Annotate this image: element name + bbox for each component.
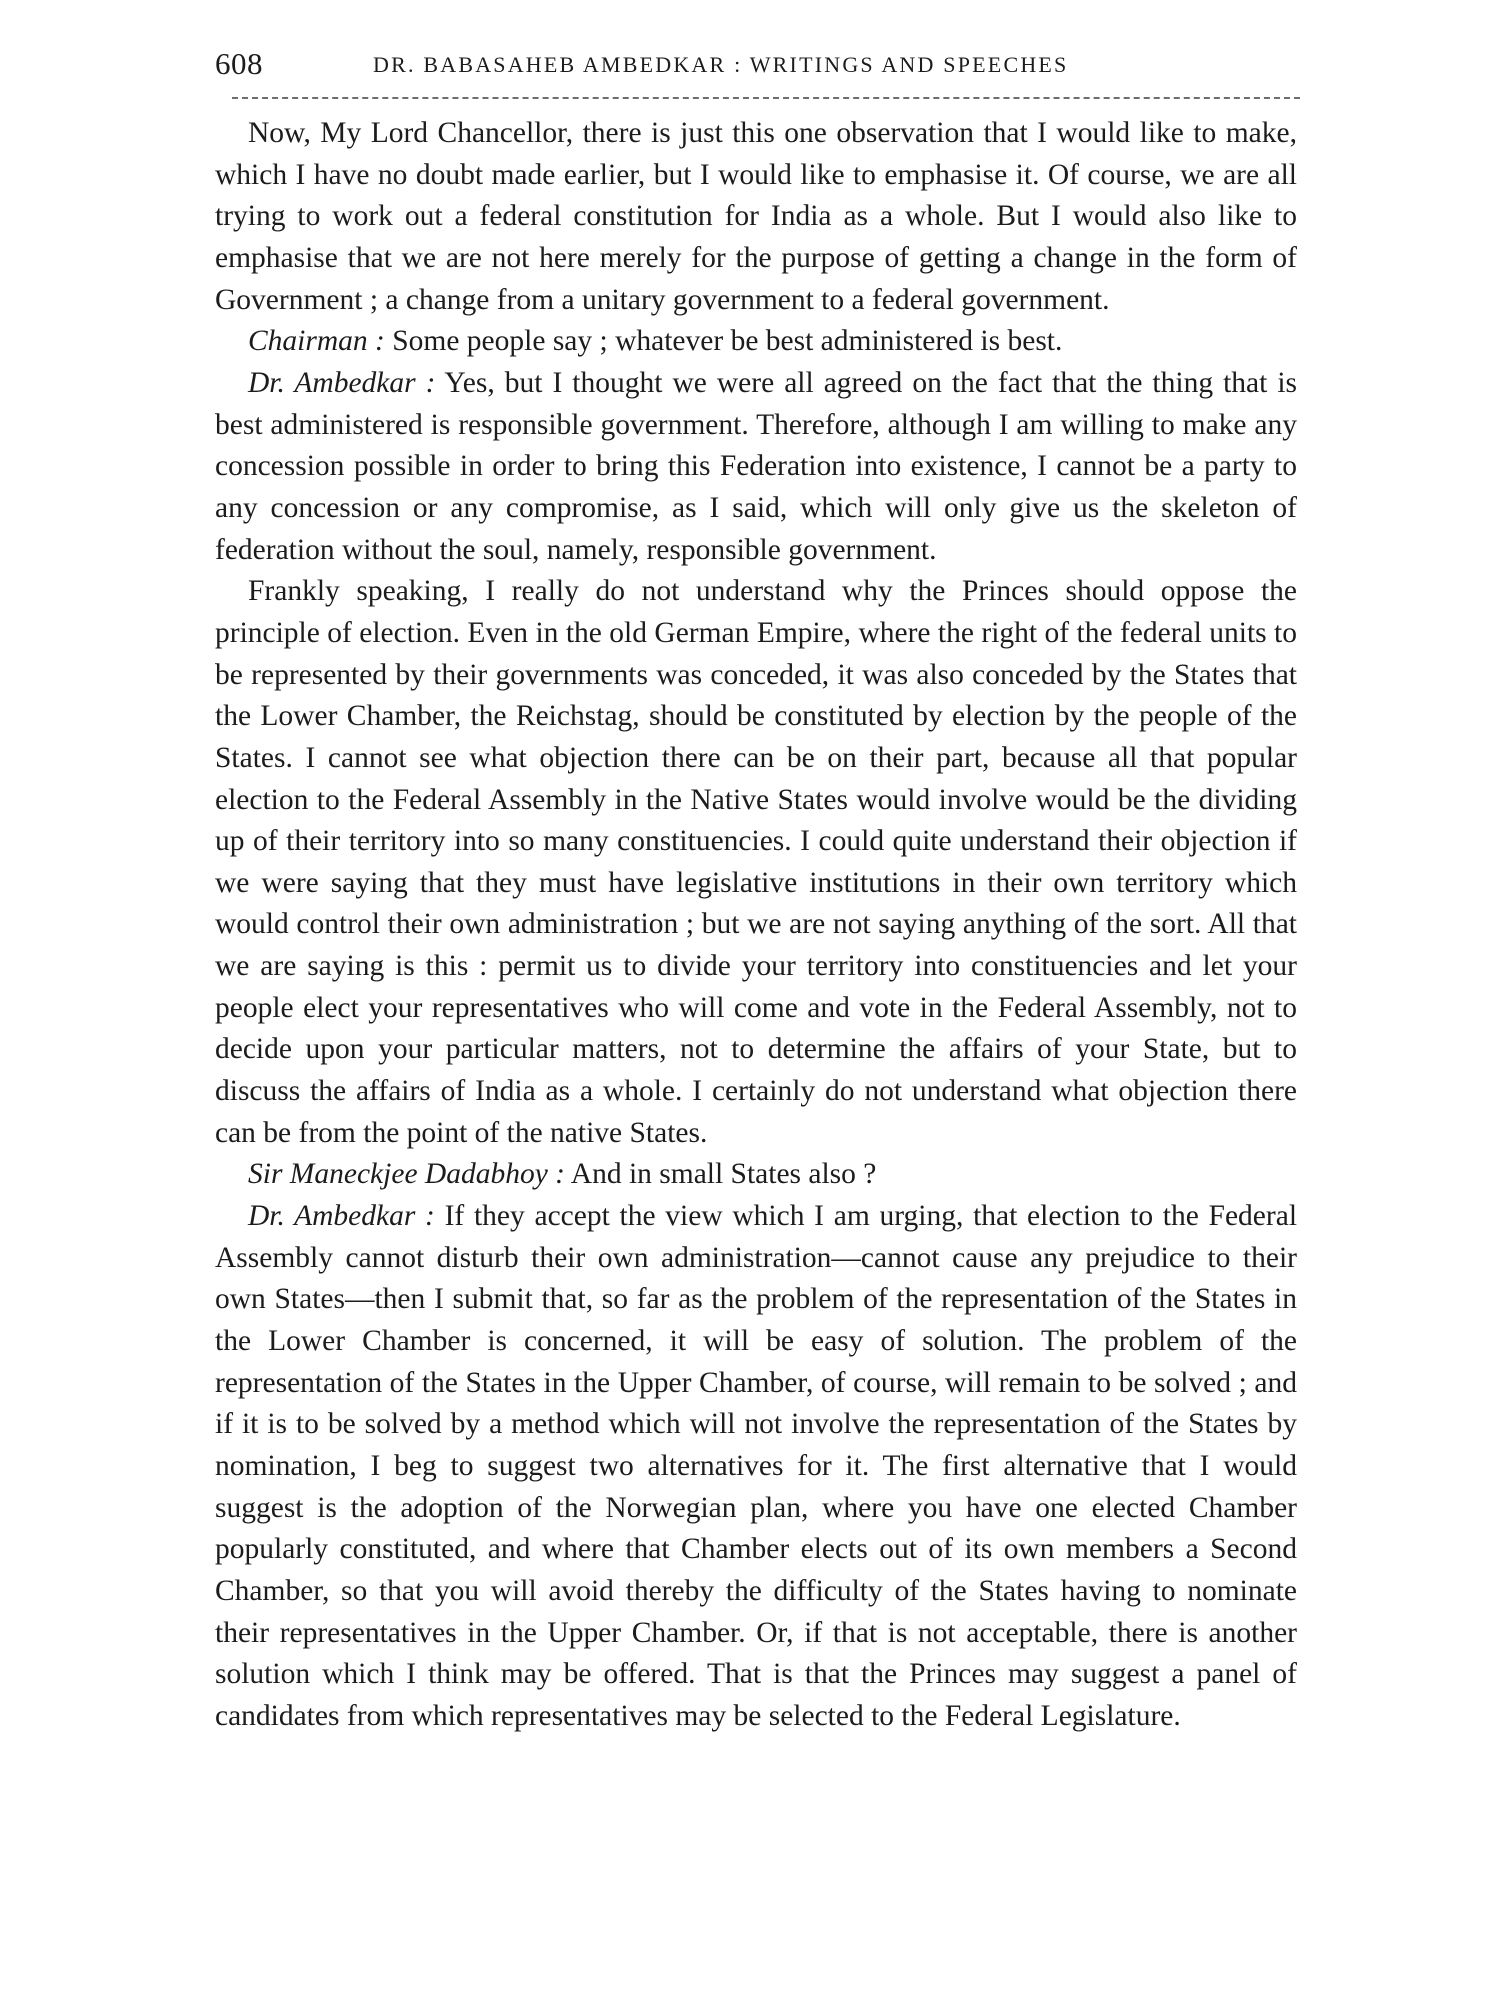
speaker-label: Dr. Ambedkar : — [248, 1200, 435, 1233]
page-number: 608 — [215, 46, 263, 81]
running-title: DR. BABASAHEB AMBEDKAR : WRITINGS AND SPEECHES — [373, 52, 1069, 77]
paragraph-6 — [215, 1196, 1297, 1738]
paragraph-2 — [215, 321, 1297, 363]
running-header — [215, 46, 1297, 86]
paragraph-text: Now, My Lord Chancellor, there is just this one observation that I would like to make, which I have no doubt made earlier, but I would like to emphasise it. Of course, we are all trying to work out a federal constitution for India as a whole. But I would also like to emphasise that we are not here merely for the purpose of getting a change in the form of Government ; a change from a unitary government to a federal government. — [215, 117, 1297, 316]
speaker-label: Dr. Ambedkar : — [248, 366, 436, 399]
paragraph-3 — [215, 363, 1297, 571]
paragraph-text: If they accept the view which I am urging, that election to the Federal Assembly cannot disturb their own administration—cannot cause any prejudice to their own States—then I submit that, so far as the problem of the representation of the States in the Lower Chamber is concerned, it will be easy of solution. The problem of the representation of the States in the Upper Chamber, of course, will remain to be solved ; and if it is to be solved by a method which will not involve the representation of the States by nomination, I beg to suggest two alternatives for it. The first alternative that I would suggest is the adoption of the Norwegian plan, where you have one elected Chamber popularly constituted, and where that Chamber elects out of its own members a Second Chamber, so that you will avoid thereby the difficulty of the States having to nominate their representatives in the Upper Chamber. Or, if that is not acceptable, there is another solution which I think may be offered. That is that the Princes may suggest a panel of candidates from which representatives may be selected to the Federal Legislature. — [215, 1200, 1298, 1732]
paragraph-1 — [215, 113, 1297, 321]
body-text — [215, 113, 1297, 1738]
speaker-label: Chairman : — [248, 325, 385, 358]
header-rule — [232, 97, 1300, 99]
paragraph-text: Frankly speaking, I really do not understand why the Princes should oppose the principle of election. Even in the old German Empire, where the right of the federal units to be represented by their governments was conceded, it was also conceded by the States that the Lower Chamber, the Reichstag, should be constituted by election by the people of the States. I cannot see what objection there can be on their part, because all that popular election to the Federal Assembly in the Native States would involve would be the dividing up of their territory into so many constituencies. I could quite understand their objection if we were saying that they must have legislative institutions in their own territory which would control their own administration ; but we are not saying anything of the sort. All that we are saying is this : permit us to divide your territory into constituencies and let your people elect your representatives who will come and vote in the Federal Assembly, not to decide upon your particular matters, not to determine the affairs of your State, but to discuss the affairs of India as a whole. I certainly do not understand what objection there can be from the point of the native States. — [215, 575, 1297, 1149]
speaker-label: Sir Maneckjee Dadabhoy : — [248, 1158, 566, 1191]
paragraph-4 — [215, 571, 1297, 1154]
paragraph-text: Yes, but I thought we were all agreed on the fact that the thing that is best administered is responsible government. Therefore, although I am willing to make any concession possible in order to bring this Federation into existence, I cannot be a party to any concession or any compromise, as I said, which will only give us the skeleton of federation without the soul, namely, responsible government. — [215, 366, 1298, 566]
paragraph-5 — [215, 1154, 1297, 1196]
paragraph-text: Some people say ; whatever be best administered is best. — [392, 325, 1063, 358]
paragraph-text: And in small States also ? — [570, 1158, 877, 1191]
